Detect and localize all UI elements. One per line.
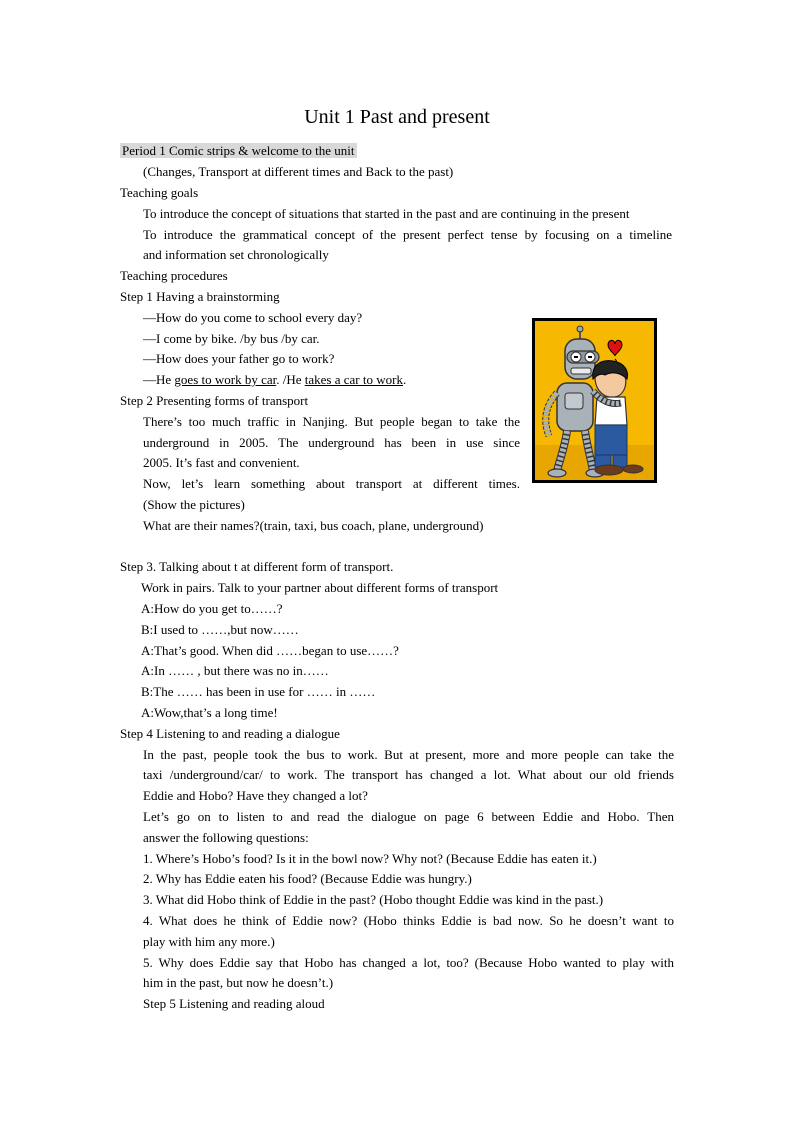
robot-hugging-boy-illustration	[535, 321, 654, 480]
step3-heading: Step 3. Talking about t at different form of transport.	[120, 559, 394, 574]
step2-line: 2005. It’s fast and convenient.	[143, 455, 300, 470]
question-1: 1. Where’s Hobo’s food? Is it in the bowl now? Why not? (Because Eddie has eaten it.)	[143, 851, 597, 866]
page-title: Unit 1 Past and present	[304, 106, 490, 128]
goals-heading: Teaching goals	[120, 185, 199, 200]
step2-line: What are their names?(train, taxi, bus coach, plane, underground)	[143, 518, 484, 533]
question-4: 4. What does he think of Eddie now? (Hobo thinks Eddie is bad now. So he doesn’t want to	[143, 913, 674, 928]
procedures-heading: Teaching procedures	[120, 268, 228, 283]
dialogue-line: A:In …… , but there was no in……	[141, 663, 329, 678]
step2-line: Now, let’s learn something about transport at different times.	[143, 476, 520, 491]
text: .	[402, 372, 407, 387]
step4-heading: Step 4 Listening to and reading a dialogue	[120, 726, 340, 741]
dialogue-line: B:The …… has been in use for …… in ……	[141, 684, 376, 699]
dialogue-line: B:I used to ……,but now……	[141, 622, 299, 637]
dialogue-line: A:Wow,that’s a long time!	[141, 705, 278, 720]
subtitle: (Changes, Transport at different times and Back to the past)	[143, 164, 454, 179]
underlined-phrase: takes a car to work	[304, 372, 403, 387]
question-4-cont: play with him any more.)	[143, 934, 275, 949]
question-2: 2. Why has Eddie eaten his food? (Because Eddie was hungry.)	[143, 871, 472, 886]
step4-line: In the past, people took the bus to work. But at present, more and more people can take the	[143, 747, 674, 762]
step2-line: There’s too much traffic in Nanjing. But people began to take the	[143, 414, 520, 429]
underlined-phrase: goes to work by car	[174, 372, 277, 387]
step2-heading: Step 2 Presenting forms of transport	[120, 393, 309, 408]
goal-2: To introduce the grammatical concept of the present perfect tense by focusing on a timeline	[143, 227, 672, 242]
step2-line: underground in 2005. The underground has been in use since	[143, 435, 520, 450]
comic-robot-boy-image	[532, 318, 657, 483]
dialogue-line: A:How do you get to……?	[141, 601, 283, 616]
question-5: 5. Why does Eddie say that Hobo has changed a lot, too? (Because Hobo wanted to play with	[143, 955, 674, 970]
period-line	[120, 143, 357, 159]
step1-line-4	[143, 372, 406, 388]
step3-intro: Work in pairs. Talk to your partner about different forms of transport	[141, 580, 499, 595]
step1-line: —How does your father go to work?	[143, 351, 335, 366]
step4-line: Let’s go on to listen to and read the dialogue on page 6 between Eddie and Hobo. Then	[143, 809, 674, 824]
step1-line: —How do you come to school every day?	[143, 310, 363, 325]
question-5-cont: him in the past, but now he doesn’t.)	[143, 975, 334, 990]
period-highlight: Period 1 Comic strips & welcome to the unit	[122, 143, 355, 158]
goal-2-cont: and information set chronologically	[143, 247, 329, 262]
step1-line: —I come by bike. /by bus /by car.	[143, 331, 320, 346]
step1-heading: Step 1 Having a brainstorming	[120, 289, 280, 304]
goal-1: To introduce the concept of situations that started in the past and are continuing in the present	[143, 206, 630, 221]
step4-line: taxi /underground/car/ to work. The transport has changed a lot. What about our old friends	[143, 767, 674, 782]
question-3: 3. What did Hobo think of Eddie in the past? (Hobo thought Eddie was kind in the past.)	[143, 892, 604, 907]
step4-line: Eddie and Hobo? Have they changed a lot?	[143, 788, 368, 803]
step4-line: answer the following questions:	[143, 830, 309, 845]
dialogue-line: A:That’s good. When did ……began to use……?	[141, 643, 399, 658]
text: —He	[143, 372, 175, 387]
step5-heading: Step 5 Listening and reading aloud	[143, 996, 325, 1011]
step2-line: (Show the pictures)	[143, 497, 245, 512]
text: . /He	[276, 372, 305, 387]
